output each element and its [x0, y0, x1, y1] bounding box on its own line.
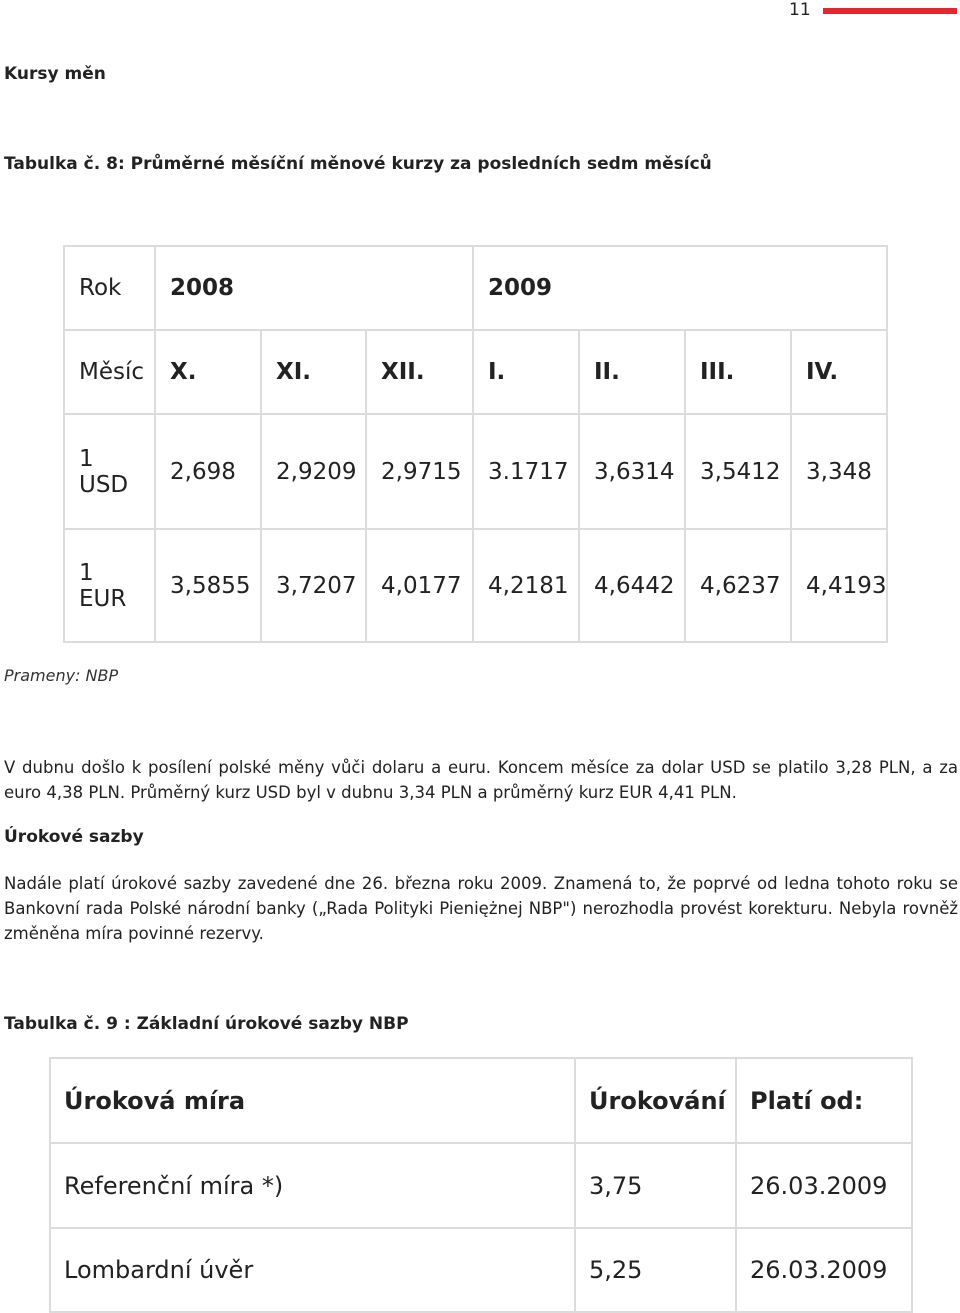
month-cell: I. — [473, 330, 579, 414]
usd-currency: USD — [79, 471, 129, 498]
year-2009: 2009 — [473, 246, 887, 330]
eur-rate-cell: 3,7207 — [261, 529, 366, 642]
usd-rate-cell: 3,6314 — [579, 414, 685, 529]
row-label-year: Rok — [64, 246, 155, 330]
table-row — [50, 1143, 912, 1228]
rate-value-cell: 3,75 — [575, 1143, 736, 1228]
table9-caption: Tabulka č. 9 : Základní úrokové sazby NBP — [4, 1014, 409, 1034]
month-cell: XII. — [366, 330, 473, 414]
usd-rate-cell: 2,698 — [155, 414, 261, 529]
valid-from-cell: 26.03.2009 — [736, 1143, 912, 1228]
month-cell: IV. — [791, 330, 887, 414]
rate-type-cell: Referenční míra *) — [50, 1143, 575, 1228]
row-label-eur — [64, 529, 155, 642]
month-cell: X. — [155, 330, 261, 414]
paragraph-interest: Nadále platí úrokové sazby zavedené dne 26. března roku 2009. Znamená to, že poprvé od ledna tohoto roku se Bankovní rada Polské národní banky („Rada Polityki Pieniężnej NBP") nerozhodla provést korekturu. Nebyla rovněž změněna míra povinné rezervy. — [4, 874, 958, 943]
eur-rate-cell: 4,0177 — [366, 529, 473, 642]
eur-rate-cell: 4,2181 — [473, 529, 579, 642]
exchange-rate-table — [63, 245, 888, 643]
eur-rate-cell: 3,5855 — [155, 529, 261, 642]
eur-currency: EUR — [79, 585, 127, 612]
table-row-usd — [64, 414, 887, 529]
usd-rate-cell: 3,348 — [791, 414, 887, 529]
section-title: Kursy měn — [4, 64, 106, 84]
rate-value-cell: 5,25 — [575, 1228, 736, 1312]
month-cell: XI. — [261, 330, 366, 414]
usd-rate-cell: 2,9715 — [366, 414, 473, 529]
header-accent-bar — [823, 8, 957, 14]
month-cell: III. — [685, 330, 791, 414]
interest-rates-heading: Úrokové sazby — [4, 827, 144, 847]
usd-rate-cell: 3,5412 — [685, 414, 791, 529]
eur-rate-cell: 4,4193 — [791, 529, 887, 642]
usd-amount: 1 — [79, 445, 94, 472]
usd-rate-cell: 3.1717 — [473, 414, 579, 529]
table-row-month — [64, 330, 887, 414]
source-note: Prameny: NBP — [4, 666, 119, 685]
rate-type-cell: Lombardní úvěr — [50, 1228, 575, 1312]
row-label-month: Měsíc — [64, 330, 155, 414]
header-rate-type: Úroková míra — [50, 1058, 575, 1143]
header-valid-from: Platí od: — [736, 1058, 912, 1143]
table-row-year — [64, 246, 887, 330]
usd-rate-cell: 2,9209 — [261, 414, 366, 529]
eur-rate-cell: 4,6442 — [579, 529, 685, 642]
eur-amount: 1 — [79, 559, 94, 586]
eur-rate-cell: 4,6237 — [685, 529, 791, 642]
table-header-row — [50, 1058, 912, 1143]
year-2008: 2008 — [155, 246, 473, 330]
month-cell: II. — [579, 330, 685, 414]
paragraph-exchange: V dubnu došlo k posílení polské měny vůči dolaru a euru. Koncem měsíce za dolar USD se platilo 3,28 PLN, a za euro 4,38 PLN. Průměrný kurz USD byl v dubnu 3,34 PLN a průměrný kurz EUR 4,41 PLN. — [4, 758, 958, 802]
interest-rates-table — [49, 1057, 913, 1313]
table-row — [50, 1228, 912, 1312]
row-label-usd — [64, 414, 155, 529]
header-rate-value: Úrokování — [575, 1058, 736, 1143]
page-number: 11 — [789, 0, 811, 20]
table-row-eur — [64, 529, 887, 642]
table8-caption: Tabulka č. 8: Průměrné měsíční měnové kurzy za posledních sedm měsíců — [4, 154, 712, 174]
valid-from-cell: 26.03.2009 — [736, 1228, 912, 1312]
